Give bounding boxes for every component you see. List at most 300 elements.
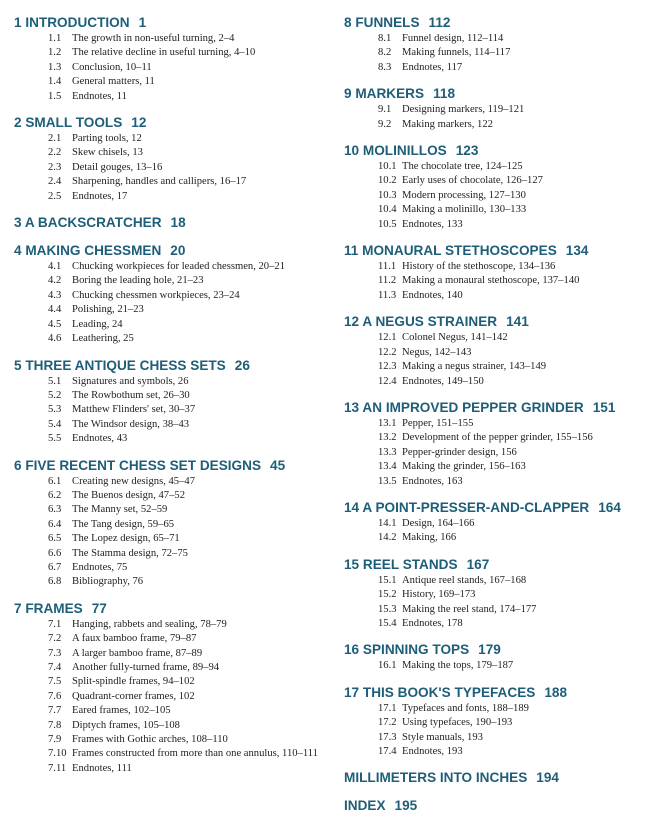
- chapter-number: 11: [344, 243, 359, 259]
- section-title: Making the reel stand, 174–177: [402, 603, 537, 615]
- chapter-block: [344, 242, 644, 303]
- section-title: Chucking workpieces for leaded chessmen, 20–21: [72, 261, 285, 273]
- section-number: 13.1: [378, 417, 397, 429]
- section-title: Making a negus strainer, 143–149: [402, 361, 547, 373]
- chapter-number: 4: [14, 243, 22, 259]
- section-entry: [378, 289, 644, 303]
- section-entry: [48, 418, 334, 432]
- section-title: Boring the leading hole, 21–23: [72, 275, 204, 287]
- section-list: [344, 417, 644, 489]
- section-title: Design, 164–166: [402, 517, 475, 529]
- section-entry: [48, 274, 334, 288]
- section-number: 2.5: [48, 190, 62, 202]
- section-list: [14, 260, 334, 346]
- section-title: Chucking chessmen workpieces, 23–24: [72, 289, 240, 301]
- section-title: Early uses of chocolate, 126–127: [402, 175, 543, 187]
- section-number: 14.1: [378, 517, 397, 529]
- section-number: 11.1: [378, 261, 397, 273]
- section-entry: [48, 389, 334, 403]
- section-title: Typefaces and fonts, 188–189: [402, 702, 529, 714]
- section-title: Endnotes, 75: [72, 561, 128, 573]
- chapter-title: INDEX: [344, 798, 386, 814]
- chapter-block: [344, 797, 644, 815]
- section-title: Antique reel stands, 167–168: [402, 574, 527, 586]
- section-number: 10.3: [378, 189, 397, 201]
- section-title: Endnotes, 117: [402, 61, 463, 73]
- section-title: Modern processing, 127–130: [402, 189, 526, 201]
- chapter-number: 2: [14, 115, 22, 131]
- chapter-title: SMALL TOOLS: [25, 115, 123, 131]
- section-title: Endnotes, 163: [402, 475, 463, 487]
- section-number: 15.2: [378, 589, 397, 601]
- chapter-block: [344, 14, 644, 75]
- section-title: Skew chisels, 13: [72, 147, 143, 159]
- section-entry: [378, 46, 644, 60]
- section-title: Detail gouges, 13–16: [72, 161, 163, 173]
- chapter-title: MARKERS: [355, 86, 425, 102]
- section-number: 15.3: [378, 603, 397, 615]
- section-entry: [378, 118, 644, 132]
- section-entry: [378, 331, 644, 345]
- section-title: Pepper, 151–155: [402, 417, 474, 429]
- chapter-heading: [344, 399, 644, 417]
- section-title: History of the stethoscope, 134–136: [402, 261, 556, 273]
- section-number: 17.3: [378, 731, 397, 743]
- section-entry: [378, 203, 644, 217]
- section-title: Parting tools, 12: [72, 133, 142, 145]
- section-number: 2.3: [48, 161, 62, 173]
- section-title: Designing markers, 119–121: [402, 104, 525, 116]
- section-entry: [48, 332, 334, 346]
- section-number: 6.6: [48, 547, 62, 559]
- chapter-heading: [14, 214, 334, 232]
- section-title: The Lopez design, 65–71: [72, 533, 180, 545]
- section-entry: [48, 161, 334, 175]
- chapter-title: FIVE RECENT CHESS SET DESIGNS: [25, 457, 262, 473]
- section-list: [14, 475, 334, 590]
- section-number: 17.1: [378, 702, 397, 714]
- section-entry: [48, 132, 334, 146]
- section-entry: [378, 189, 644, 203]
- section-entry: [378, 588, 644, 602]
- chapter-page-number: 134: [565, 243, 589, 259]
- chapter-number: 10: [344, 143, 360, 159]
- chapter-title: MONAURAL STETHOSCOPES: [362, 243, 557, 259]
- chapter-page-number: 194: [536, 770, 559, 786]
- chapter-page-number: 164: [598, 499, 621, 515]
- section-entry: [48, 547, 334, 561]
- section-entry: [378, 375, 644, 389]
- section-number: 5.5: [48, 433, 62, 445]
- chapter-block: [344, 142, 644, 232]
- section-number: 15.1: [378, 574, 397, 586]
- section-title: Making the grinder, 156–163: [402, 461, 526, 473]
- section-entry: [378, 32, 644, 46]
- chapter-number: 6: [14, 457, 22, 473]
- section-title: General matters, 11: [72, 76, 155, 88]
- section-title: A larger bamboo frame, 87–89: [72, 647, 203, 659]
- chapter-page-number: 167: [466, 556, 490, 572]
- section-list: [344, 260, 644, 303]
- chapter-title: MOLINILLOS: [362, 143, 447, 159]
- chapter-title: REEL STANDS: [362, 556, 458, 572]
- section-entry: [48, 75, 334, 89]
- section-entry: [378, 360, 644, 374]
- chapter-title: FUNNELS: [355, 15, 420, 30]
- section-number: 7.2: [48, 633, 62, 645]
- section-number: 10.4: [378, 204, 397, 216]
- section-entry: [378, 260, 644, 274]
- toc-column-right: [344, 14, 644, 825]
- section-number: 8.3: [378, 61, 392, 73]
- section-entry: [48, 733, 334, 747]
- section-entry: [378, 475, 644, 489]
- section-title: Hanging, rabbets and sealing, 78–79: [72, 618, 227, 630]
- section-list: [344, 517, 644, 546]
- section-title: Eared frames, 102–105: [72, 705, 171, 717]
- section-entry: [378, 659, 644, 673]
- section-list: [344, 574, 644, 632]
- section-number: 10.5: [378, 218, 397, 230]
- section-title: Endnotes, 140: [402, 289, 463, 301]
- chapter-number: 7: [14, 600, 22, 616]
- toc-column-left: [14, 14, 334, 786]
- chapter-heading: [344, 242, 644, 260]
- section-title: Making, 166: [402, 532, 457, 544]
- chapter-number: 16: [344, 642, 360, 658]
- chapter-number: 17: [344, 684, 360, 700]
- section-number: 7.10: [48, 748, 67, 760]
- chapter-block: [14, 242, 334, 346]
- section-title: Signatures and symbols, 26: [72, 375, 189, 387]
- chapter-heading: [344, 313, 644, 331]
- section-number: 4.1: [48, 261, 62, 273]
- section-entry: [378, 603, 644, 617]
- chapter-block: [14, 457, 334, 590]
- section-entry: [48, 618, 334, 632]
- chapter-block: [344, 85, 644, 132]
- section-number: 13.2: [378, 432, 397, 444]
- section-title: Endnotes, 43: [72, 433, 128, 445]
- chapter-heading: [14, 114, 334, 132]
- chapter-title: MAKING CHESSMEN: [25, 243, 162, 259]
- chapter-page-number: 123: [455, 143, 479, 159]
- section-title: Negus, 142–143: [402, 346, 472, 358]
- chapter-title: THIS BOOK'S TYPEFACES: [362, 684, 536, 700]
- chapter-heading: [14, 457, 334, 475]
- section-number: 6.2: [48, 489, 62, 501]
- section-number: 5.3: [48, 404, 62, 416]
- section-number: 11.2: [378, 275, 397, 287]
- section-entry: [378, 574, 644, 588]
- section-entry: [378, 218, 644, 232]
- section-list: [14, 32, 334, 104]
- section-entry: [378, 702, 644, 716]
- section-number: 1.2: [48, 47, 62, 59]
- section-title: Pepper-grinder design, 156: [402, 446, 517, 458]
- section-entry: [48, 318, 334, 332]
- section-number: 5.2: [48, 389, 62, 401]
- section-number: 6.8: [48, 576, 62, 588]
- section-title: Style manuals, 193: [402, 731, 483, 743]
- chapter-heading: [14, 357, 334, 375]
- section-number: 4.5: [48, 318, 62, 330]
- chapter-page-number: 188: [544, 684, 568, 700]
- chapter-heading: [344, 142, 644, 160]
- section-number: 2.1: [48, 133, 62, 145]
- chapter-page-number: 112: [428, 15, 451, 30]
- chapter-heading: [14, 600, 334, 618]
- section-number: 12.4: [378, 375, 397, 387]
- section-number: 14.2: [378, 532, 397, 544]
- section-number: 5.1: [48, 375, 62, 387]
- chapter-block: [14, 14, 334, 104]
- section-number: 12.3: [378, 361, 397, 373]
- section-title: Development of the pepper grinder, 155–156: [402, 432, 593, 444]
- section-title: Endnotes, 178: [402, 617, 463, 629]
- section-number: 4.3: [48, 289, 62, 301]
- section-entry: [378, 174, 644, 188]
- chapter-title: A POINT-PRESSER-AND-CLAPPER: [362, 499, 590, 515]
- section-entry: [48, 90, 334, 104]
- section-entry: [48, 503, 334, 517]
- chapter-heading: [344, 85, 644, 103]
- section-title: The chocolate tree, 124–125: [402, 161, 523, 173]
- section-title: Endnotes, 133: [402, 218, 463, 230]
- chapter-heading: [344, 14, 644, 32]
- chapter-title: A BACKSCRATCHER: [24, 215, 162, 231]
- section-title: Using typefaces, 190–193: [402, 717, 513, 729]
- section-title: Sharpening, handles and callipers, 16–17: [72, 176, 247, 188]
- section-title: Making markers, 122: [402, 118, 493, 130]
- chapter-title: FRAMES: [25, 600, 83, 616]
- section-number: 17.2: [378, 717, 397, 729]
- section-entry: [378, 431, 644, 445]
- section-title: The relative decline in useful turning, 4–10: [72, 47, 256, 59]
- section-number: 7.5: [48, 676, 62, 688]
- section-list: [344, 331, 644, 389]
- section-number: 7.9: [48, 734, 62, 746]
- chapter-page-number: 118: [433, 86, 456, 102]
- chapter-number: 12: [344, 314, 360, 330]
- chapter-title: THREE ANTIQUE CHESS SETS: [25, 357, 226, 373]
- section-title: Leathering, 25: [72, 333, 134, 345]
- section-entry: [378, 417, 644, 431]
- section-title: Endnotes, 11: [72, 90, 127, 102]
- section-title: Making a molinillo, 130–133: [402, 204, 527, 216]
- chapter-heading: [344, 556, 644, 574]
- section-number: 6.3: [48, 504, 62, 516]
- chapter-page-number: 12: [131, 115, 147, 131]
- section-title: History, 169–173: [402, 589, 476, 601]
- section-number: 1.5: [48, 90, 62, 102]
- section-entry: [48, 704, 334, 718]
- section-entry: [48, 32, 334, 46]
- section-title: Endnotes, 111: [72, 762, 132, 774]
- chapter-block: [344, 769, 644, 787]
- section-entry: [48, 690, 334, 704]
- section-title: Another fully-turned frame, 89–94: [72, 662, 220, 673]
- chapter-heading: [344, 499, 644, 517]
- section-entry: [48, 46, 334, 60]
- chapter-heading: [344, 684, 644, 702]
- section-title: Polishing, 21–23: [72, 304, 144, 316]
- chapter-page-number: 20: [170, 243, 186, 259]
- section-number: 7.11: [48, 762, 67, 774]
- chapter-block: [14, 114, 334, 204]
- chapter-heading: [14, 242, 334, 260]
- section-number: 2.2: [48, 147, 62, 159]
- section-entry: [48, 575, 334, 589]
- chapter-page-number: 195: [394, 798, 418, 814]
- chapter-number: 9: [344, 86, 352, 102]
- section-list: [344, 702, 644, 760]
- section-number: 6.7: [48, 561, 62, 573]
- section-entry: [48, 375, 334, 389]
- chapter-title: A NEGUS STRAINER: [362, 314, 498, 330]
- section-number: 1.4: [48, 76, 62, 88]
- chapter-heading: [14, 14, 334, 32]
- section-title: Making a monaural stethoscope, 137–140: [402, 275, 580, 287]
- section-number: 4.4: [48, 304, 62, 316]
- section-entry: [48, 518, 334, 532]
- section-number: 7.8: [48, 719, 62, 731]
- chapter-page-number: 1: [138, 15, 147, 30]
- chapter-block: [344, 556, 644, 632]
- section-entry: [48, 561, 334, 575]
- chapter-block: [14, 357, 334, 447]
- section-title: The Manny set, 52–59: [72, 504, 168, 516]
- section-entry: [48, 175, 334, 189]
- section-entry: [48, 719, 334, 733]
- section-number: 13.5: [378, 475, 397, 487]
- section-entry: [48, 647, 334, 661]
- section-title: Colonel Negus, 141–142: [402, 332, 508, 344]
- section-title: Funnel design, 112–114: [402, 33, 504, 44]
- section-entry: [48, 289, 334, 303]
- section-title: Creating new designs, 45–47: [72, 475, 195, 487]
- chapter-number: 15: [344, 556, 360, 572]
- section-entry: [378, 460, 644, 474]
- section-title: Endnotes, 149–150: [402, 375, 484, 387]
- section-list: [344, 103, 644, 132]
- chapter-title: MILLIMETERS INTO INCHES: [344, 770, 528, 786]
- section-title: Frames constructed from more than one annulus, 110–111: [72, 748, 318, 760]
- section-number: 8.1: [378, 33, 392, 44]
- chapter-page-number: 26: [234, 357, 250, 373]
- section-title: Matthew Flinders' set, 30–37: [72, 404, 196, 416]
- section-title: Endnotes, 17: [72, 190, 128, 202]
- section-list: [14, 375, 334, 447]
- section-entry: [48, 61, 334, 75]
- section-number: 11.3: [378, 289, 397, 301]
- section-number: 7.6: [48, 690, 62, 702]
- section-entry: [48, 632, 334, 646]
- section-title: The Stamma design, 72–75: [72, 547, 188, 559]
- section-number: 7.4: [48, 662, 62, 673]
- section-number: 4.6: [48, 333, 62, 345]
- section-entry: [378, 745, 644, 759]
- chapter-heading: [344, 797, 644, 815]
- section-entry: [48, 403, 334, 417]
- chapter-page-number: 141: [506, 314, 529, 330]
- section-list: [344, 32, 644, 75]
- chapter-heading: [344, 641, 644, 659]
- section-entry: [48, 475, 334, 489]
- chapter-number: 14: [344, 499, 360, 515]
- chapter-number: 1: [14, 15, 22, 30]
- section-entry: [48, 432, 334, 446]
- chapter-block: [344, 313, 644, 389]
- section-title: Frames with Gothic arches, 108–110: [72, 734, 228, 746]
- section-entry: [378, 517, 644, 531]
- section-entry: [378, 617, 644, 631]
- section-title: The Rowbothum set, 26–30: [72, 389, 190, 401]
- section-entry: [48, 661, 334, 675]
- section-number: 6.1: [48, 475, 62, 487]
- section-entry: [48, 762, 334, 776]
- section-entry: [48, 532, 334, 546]
- section-entry: [378, 103, 644, 117]
- section-entry: [378, 716, 644, 730]
- section-title: Making funnels, 114–117: [402, 47, 511, 59]
- section-title: The growth in non-useful turning, 2–4: [72, 33, 235, 44]
- section-number: 9.1: [378, 104, 392, 116]
- section-title: Split-spindle frames, 94–102: [72, 676, 195, 688]
- chapter-title: AN IMPROVED PEPPER GRINDER: [362, 399, 584, 415]
- section-entry: [378, 346, 644, 360]
- chapter-page-number: 151: [592, 399, 616, 415]
- chapter-title: SPINNING TOPS: [362, 642, 470, 658]
- section-entry: [378, 61, 644, 75]
- section-number: 10.1: [378, 161, 397, 173]
- section-entry: [378, 731, 644, 745]
- section-entry: [48, 303, 334, 317]
- chapter-block: [344, 499, 644, 546]
- section-title: Endnotes, 193: [402, 746, 463, 757]
- section-list: [344, 160, 644, 232]
- chapter-block: [344, 399, 644, 489]
- section-number: 5.4: [48, 418, 62, 430]
- chapter-heading: [344, 769, 644, 787]
- section-number: 13.3: [378, 446, 397, 458]
- section-number: 15.4: [378, 617, 397, 629]
- section-title: Leading, 24: [72, 318, 123, 330]
- section-title: Conclusion, 10–11: [72, 61, 152, 73]
- section-title: The Buenos design, 47–52: [72, 489, 185, 501]
- section-list: [344, 659, 644, 673]
- chapter-page-number: 45: [270, 457, 286, 473]
- section-title: Bibliography, 76: [72, 576, 144, 588]
- section-number: 7.3: [48, 647, 62, 659]
- section-number: 7.7: [48, 705, 62, 717]
- chapter-page-number: 18: [170, 215, 186, 231]
- section-entry: [48, 675, 334, 689]
- section-title: Quadrant-corner frames, 102: [72, 690, 195, 702]
- section-entry: [48, 190, 334, 204]
- section-title: Making the tops, 179–187: [402, 660, 514, 672]
- chapter-number: 5: [14, 357, 22, 373]
- section-number: 17.4: [378, 746, 397, 757]
- chapter-number: 8: [344, 15, 352, 30]
- chapter-page-number: 179: [478, 642, 501, 658]
- section-number: 8.2: [378, 47, 392, 59]
- section-number: 12.1: [378, 332, 397, 344]
- section-number: 6.5: [48, 533, 62, 545]
- section-number: 12.2: [378, 346, 397, 358]
- section-title: The Tang design, 59–65: [72, 518, 175, 530]
- section-entry: [48, 489, 334, 503]
